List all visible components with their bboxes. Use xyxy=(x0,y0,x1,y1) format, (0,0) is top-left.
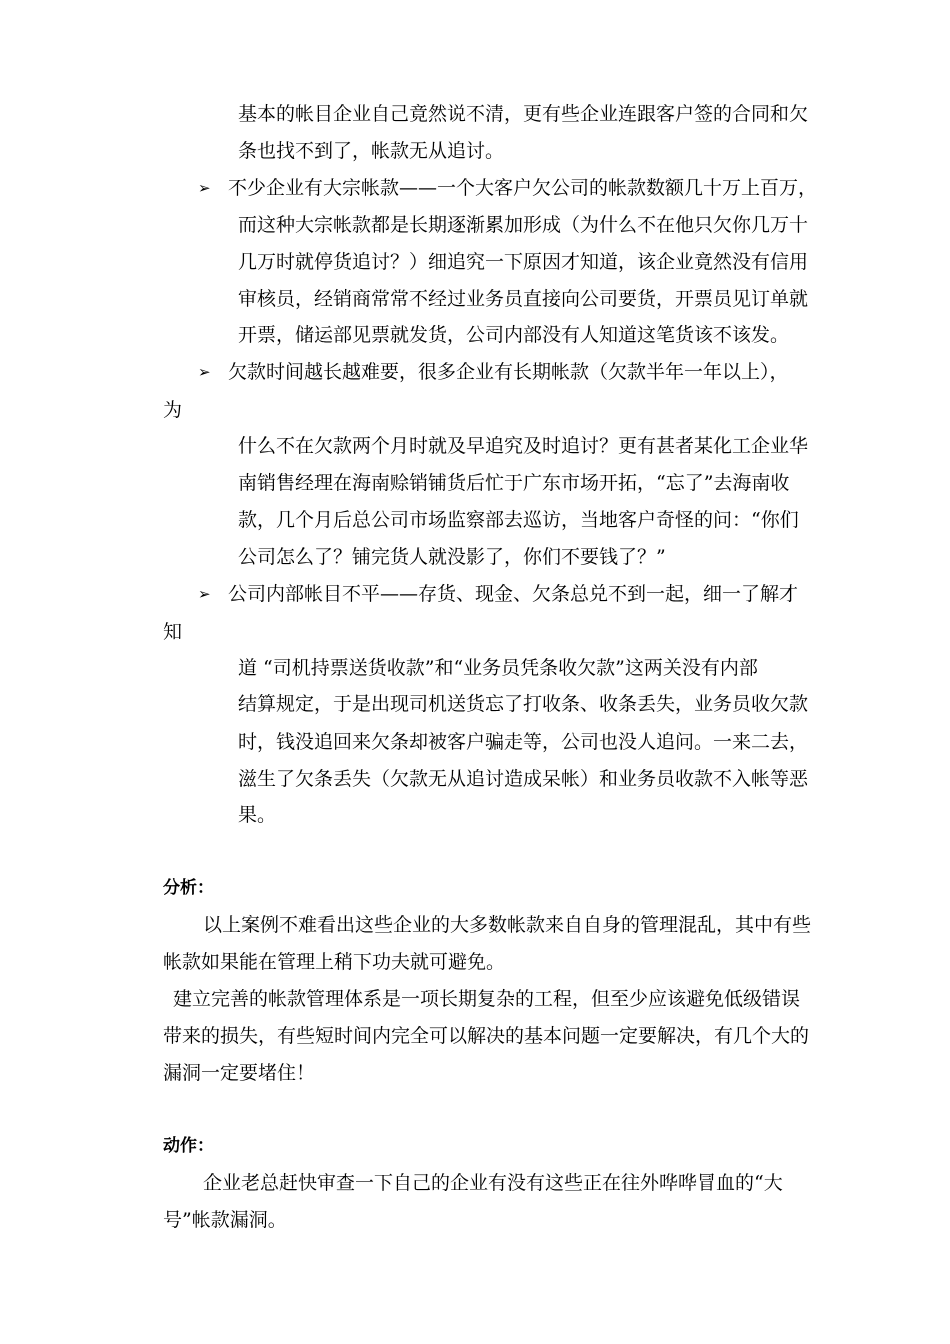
text-line: 南销售经理在海南赊销铺货后忙于广东市场开拓，“忘了”去海南收 xyxy=(238,472,790,494)
text-line: 带来的损失，有些短时间内完全可以解决的基本问题一定要解决，有几个大的 xyxy=(163,1025,810,1047)
text-line: 漏洞一定要堵住！ xyxy=(163,1062,316,1084)
text-line: 什么不在欠款两个月时就及早追究及时追讨？更有甚者某化工企业华 xyxy=(238,435,809,457)
text-line-wrap: 为 xyxy=(163,399,183,421)
arrow-bullet-icon: ➢ xyxy=(198,179,211,197)
text-line: 时，钱没追回来欠条却被客户骗走等，公司也没人追问。一来二去， xyxy=(238,731,809,753)
text-line: 道 “司机持票送货收款”和“业务员凭条收欠款”这两关没有内部 xyxy=(238,657,758,679)
text-line: 结算规定，于是出现司机送货忘了打收条、收条丢失，业务员收欠款 xyxy=(238,693,809,715)
text-line: 号”帐款漏洞。 xyxy=(163,1209,287,1231)
text-line: 而这种大宗帐款都是长期逐渐累加形成（为什么不在他只欠你几万十 xyxy=(238,214,809,236)
section-heading-analysis: 分析： xyxy=(163,878,214,898)
text-line: 帐款如果能在管理上稍下功夫就可避免。 xyxy=(163,951,506,973)
section-heading-action: 动作： xyxy=(163,1136,214,1156)
text-line: 审核员，经销商常常不经过业务员直接向公司要货，开票员见订单就 xyxy=(238,288,809,310)
text-line: 开票，储运部见票就发货，公司内部没有人知道这笔货该不该发。 xyxy=(238,324,790,346)
text-line: 不少企业有大宗帐款——一个大客户欠公司的帐款数额几十万上百万， xyxy=(228,177,818,199)
text-line: 条也找不到了，帐款无从追讨。 xyxy=(238,140,505,162)
arrow-bullet-icon: ➢ xyxy=(198,585,211,603)
text-line: 款，几个月后总公司市场监察部去巡访，当地客户奇怪的问：“你们 xyxy=(238,509,799,531)
text-line: 滋生了欠条丢失（欠款无从追讨造成呆帐）和业务员收款不入帐等恶 xyxy=(238,768,809,790)
text-line: 几万时就停货追讨？）细追究一下原因才知道，该企业竟然没有信用 xyxy=(238,251,809,273)
text-line-wrap: 知 xyxy=(163,621,183,643)
text-line: 建立完善的帐款管理体系是一项长期复杂的工程，但至少应该避免低级错误 xyxy=(173,988,801,1010)
text-line: 企业老总赶快审查一下自己的企业有没有这些正在往外哗哗冒血的“大 xyxy=(203,1172,783,1194)
text-line: 果。 xyxy=(238,804,277,826)
text-line: 公司内部帐目不平——存货、现金、欠条总兑不到一起，细一了解才 xyxy=(228,583,799,605)
arrow-bullet-icon: ➢ xyxy=(198,363,211,381)
text-line: 公司怎么了？铺完货人就没影了，你们不要钱了？” xyxy=(238,546,666,568)
text-line: 以上案例不难看出这些企业的大多数帐款来自自身的管理混乱，其中有些 xyxy=(203,914,812,936)
text-line: 欠款时间越长越难要，很多企业有长期帐款（欠款半年一年以上）， xyxy=(228,361,789,383)
text-line: 基本的帐目企业自己竟然说不清，更有些企业连跟客户签的合同和欠 xyxy=(238,103,809,125)
